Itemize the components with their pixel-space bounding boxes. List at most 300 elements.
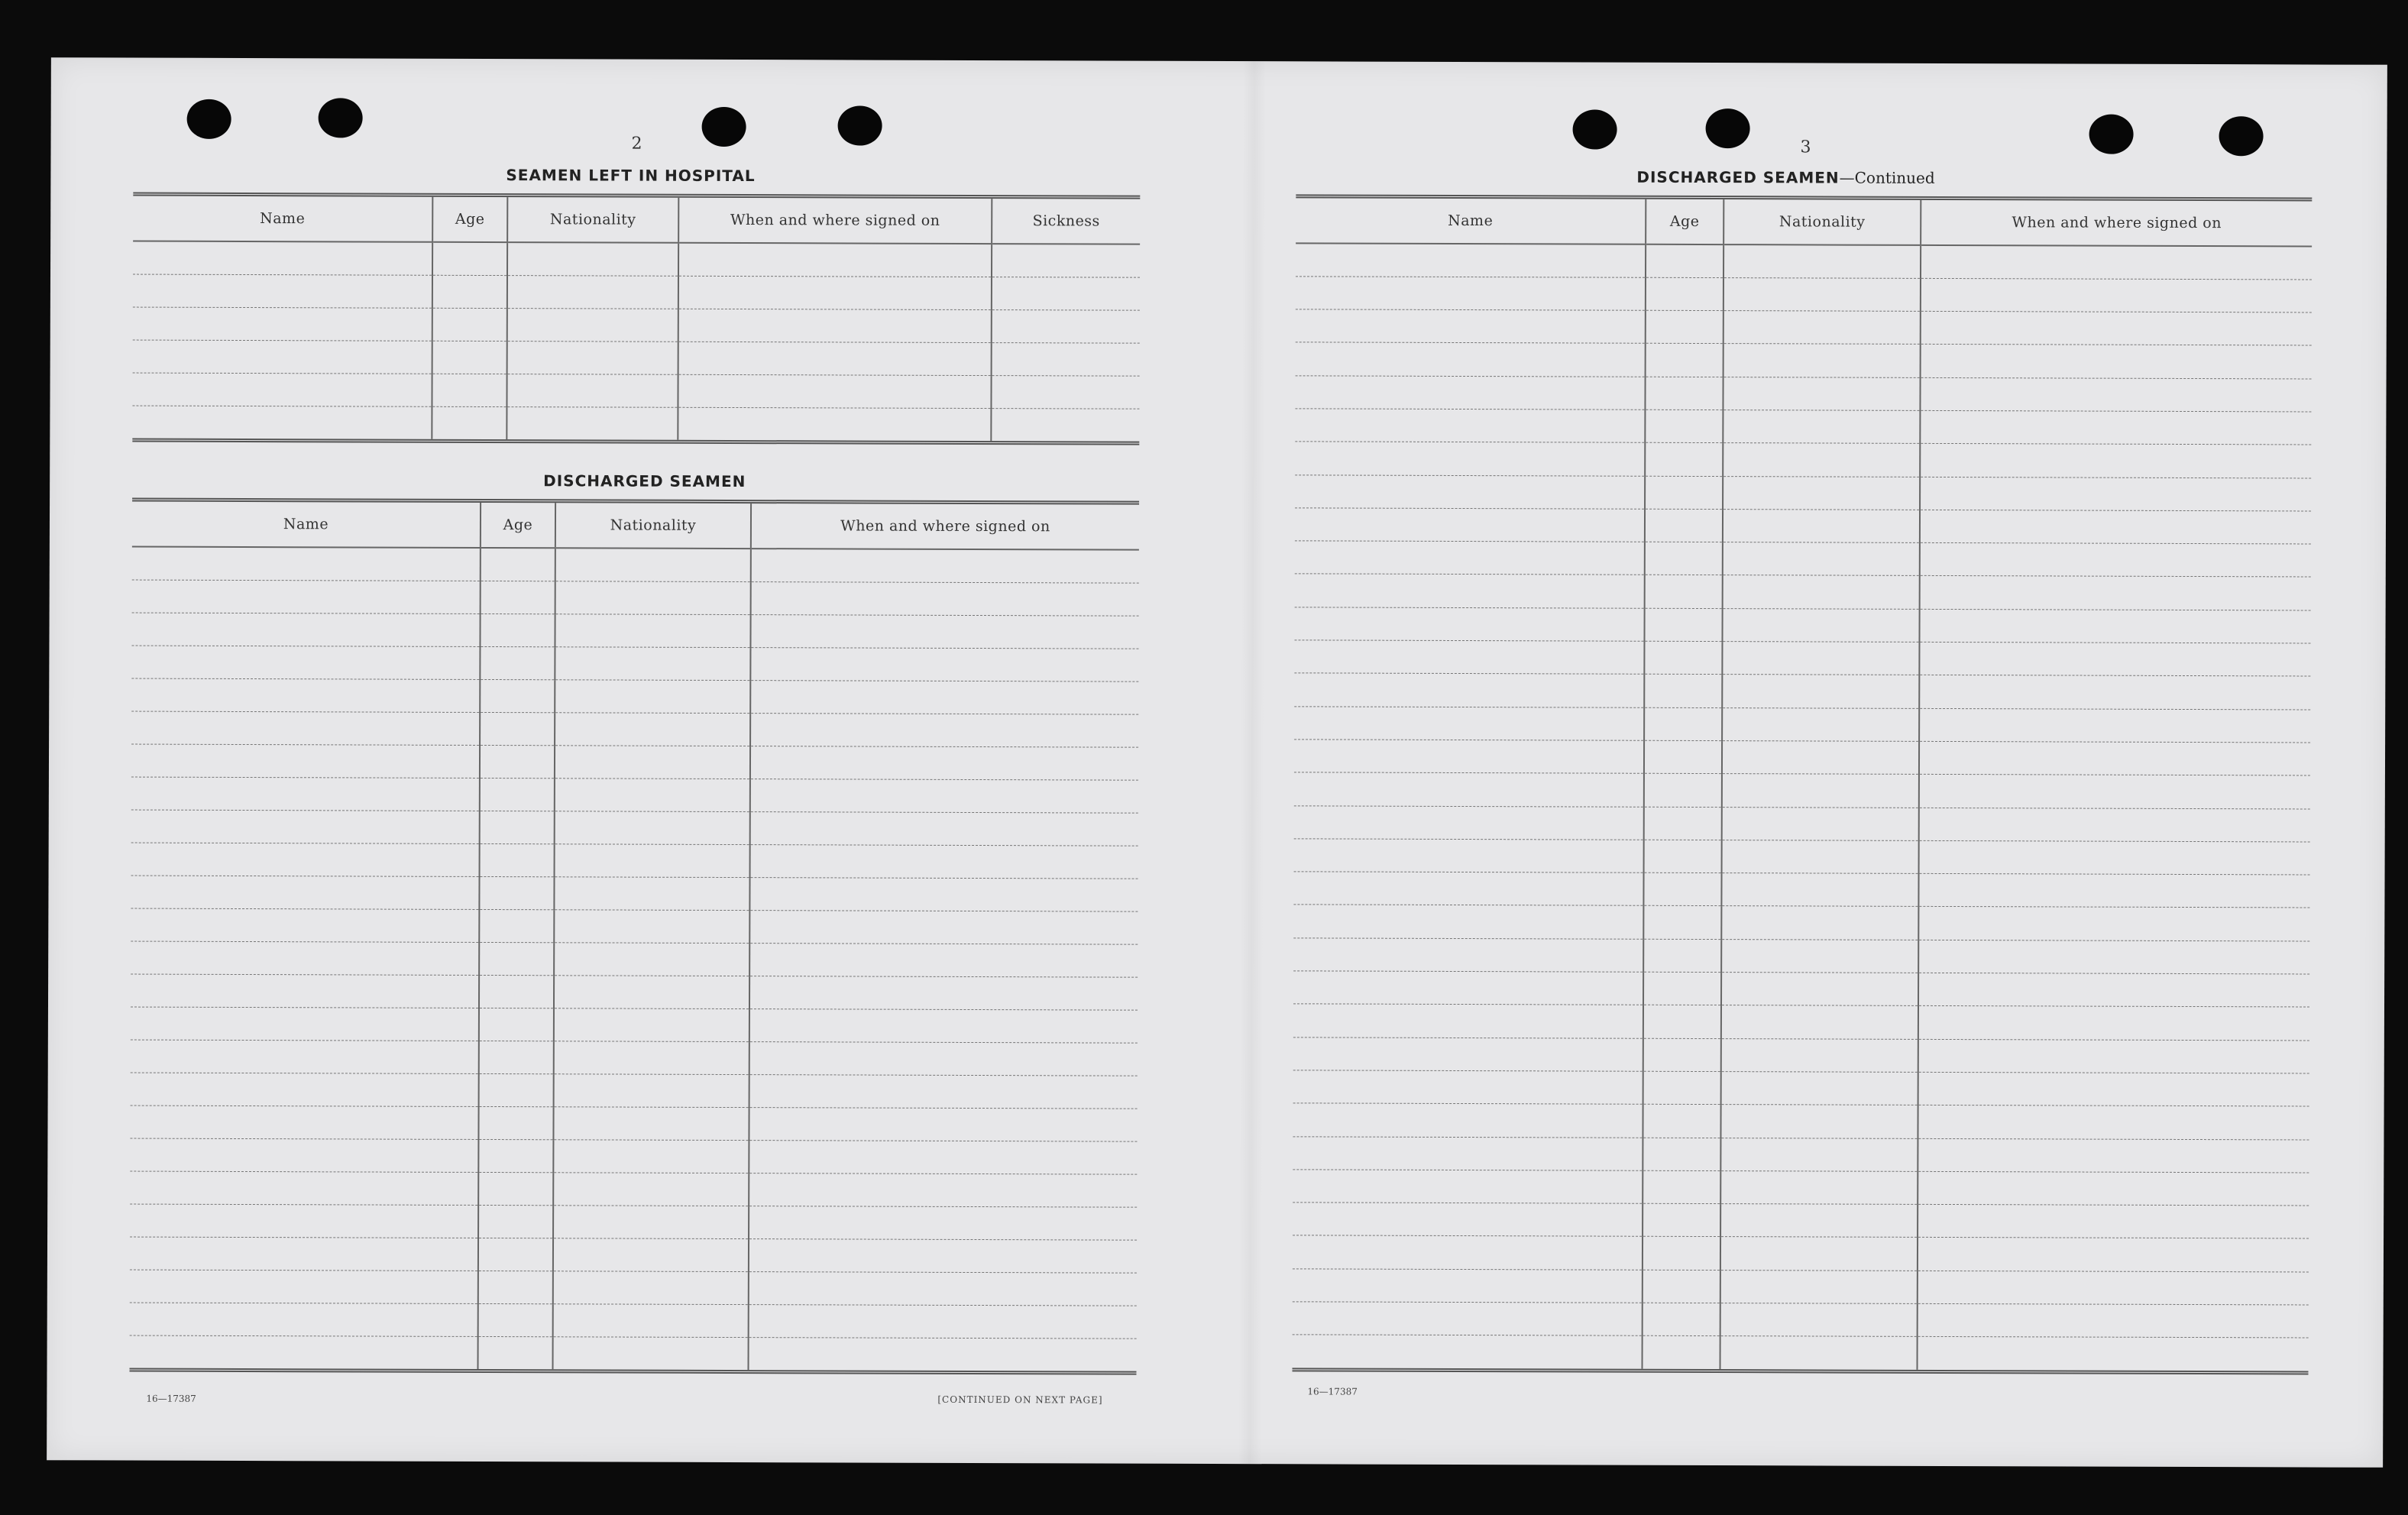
blank-entry-row <box>1295 541 2311 577</box>
blank-entry-cell <box>131 777 480 811</box>
blank-entry-row <box>1293 1302 2309 1338</box>
blank-entry-cell <box>432 406 507 439</box>
blank-entry-cell <box>1919 609 2310 643</box>
blank-entry-cell <box>132 547 481 581</box>
blank-entry-row <box>131 843 1138 879</box>
blank-entry-cell <box>751 549 1139 583</box>
blank-entry-cell <box>1294 673 1644 707</box>
blank-entry-cell <box>131 678 480 712</box>
blank-entry-row <box>130 1204 1137 1240</box>
blank-entry-cell <box>131 1007 479 1041</box>
blank-entry-cell <box>1721 873 1918 907</box>
column-header-name: Name <box>132 502 481 548</box>
blank-entry-row <box>1296 309 2312 345</box>
blank-entry-cell <box>1722 840 1919 873</box>
blank-entry-cell <box>432 275 507 308</box>
blank-entry-cell <box>1918 1303 2309 1338</box>
blank-entry-cell <box>131 876 479 909</box>
blank-entry-cell <box>554 975 749 1008</box>
blank-entry-row <box>1293 1103 2309 1139</box>
blank-entry-cell <box>130 1335 478 1369</box>
blank-entry-row <box>131 613 1138 649</box>
blank-entry-cell <box>1920 543 2311 578</box>
blank-entry-cell <box>1723 608 1920 642</box>
blank-entry-cell <box>750 811 1138 846</box>
blank-entry-cell <box>1920 510 2311 544</box>
blank-entry-cell <box>1643 1038 1721 1072</box>
blank-entry-cell <box>1295 574 1645 608</box>
blank-entry-cell <box>1644 740 1722 774</box>
blank-entry-cell <box>432 374 507 406</box>
blank-entry-row <box>130 1105 1137 1141</box>
blank-entry-cell <box>1643 1203 1720 1237</box>
blank-entry-cell <box>1920 444 2311 478</box>
blank-entry-cell <box>1293 1335 1643 1369</box>
blank-entry-cell <box>1293 1269 1643 1303</box>
discharged-table-body <box>130 547 1139 1371</box>
blank-entry-cell <box>1723 410 1920 444</box>
blank-entry-cell <box>555 581 751 614</box>
blank-entry-cell <box>478 1106 553 1139</box>
blank-entry-cell <box>478 1205 553 1238</box>
blank-entry-cell <box>750 680 1138 714</box>
blank-entry-cell <box>1643 1170 1720 1204</box>
blank-entry-cell <box>1293 1004 1643 1038</box>
blank-entry-cell <box>131 843 480 876</box>
blank-entry-row <box>131 941 1138 977</box>
blank-entry-row <box>1293 1235 2309 1271</box>
blank-entry-cell <box>1723 244 1921 278</box>
blank-entry-cell <box>1722 774 1919 808</box>
blank-entry-cell <box>1295 474 1645 509</box>
blank-entry-row <box>131 908 1138 944</box>
blank-entry-cell <box>1918 940 2309 974</box>
blank-entry-cell <box>1721 1071 1918 1105</box>
blank-entry-cell <box>1721 1038 1918 1072</box>
blank-entry-cell <box>1643 972 1721 1005</box>
blank-entry-cell <box>1645 575 1723 609</box>
blank-entry-cell <box>1646 310 1723 344</box>
blank-entry-cell <box>750 844 1138 879</box>
blank-entry-cell <box>1294 839 1644 873</box>
blank-entry-cell <box>751 581 1139 616</box>
blank-entry-row <box>1295 409 2311 445</box>
blank-entry-row <box>132 373 1139 409</box>
blank-entry-cell <box>131 711 480 745</box>
blank-entry-cell <box>1643 1104 1720 1138</box>
blank-entry-cell <box>553 1139 749 1173</box>
blank-entry-cell <box>1296 243 1646 277</box>
blank-entry-cell <box>749 910 1138 944</box>
blank-entry-cell <box>749 1238 1137 1273</box>
blank-entry-cell <box>750 779 1138 813</box>
blank-entry-cell <box>1920 410 2311 445</box>
blank-entry-cell <box>1722 741 1919 775</box>
blank-entry-cell <box>992 277 1140 310</box>
blank-entry-cell <box>1645 476 1723 510</box>
blank-entry-cell <box>507 275 678 309</box>
blank-entry-cell <box>130 1270 478 1303</box>
blank-entry-cell <box>1293 1037 1643 1071</box>
column-header-age: Age <box>1646 199 1723 244</box>
blank-entry-row <box>1294 706 2310 742</box>
blank-entry-row <box>131 1073 1138 1109</box>
blank-entry-row <box>131 810 1138 846</box>
blank-entry-cell <box>480 843 555 876</box>
blank-entry-cell <box>1723 509 1920 542</box>
blank-entry-cell <box>1723 443 1920 477</box>
blank-entry-cell <box>553 1172 749 1206</box>
blank-entry-cell <box>1643 1005 1721 1039</box>
blank-entry-cell <box>432 308 507 341</box>
blank-entry-cell <box>479 975 554 1008</box>
blank-entry-cell <box>1645 509 1723 542</box>
document-sheet <box>47 57 2387 1468</box>
blank-entry-cell <box>1722 807 1919 840</box>
blank-entry-cell <box>133 241 432 275</box>
blank-entry-cell <box>678 374 991 408</box>
page-number-left: 2 <box>631 134 642 154</box>
blank-entry-cell <box>131 810 480 843</box>
blank-entry-row <box>132 406 1139 442</box>
binder-hole <box>838 105 882 145</box>
column-header-nationality: Nationality <box>1723 199 1921 245</box>
blank-entry-cell <box>1918 973 2309 1007</box>
blank-entry-cell <box>553 1336 749 1370</box>
blank-entry-row <box>1296 342 2312 378</box>
continued-note: [CONTINUED ON NEXT PAGE] <box>937 1394 1103 1406</box>
blank-entry-cell <box>555 745 750 779</box>
blank-entry-cell <box>1918 1039 2309 1073</box>
blank-entry-cell <box>750 746 1138 780</box>
blank-entry-cell <box>992 309 1140 343</box>
blank-entry-cell <box>553 1205 749 1238</box>
discharged-continued-title-text: DISCHARGED SEAMEN <box>1636 167 1840 187</box>
blank-entry-cell <box>1723 476 1920 510</box>
blank-entry-row <box>133 241 1140 277</box>
blank-entry-cell <box>1723 277 1921 311</box>
blank-entry-cell <box>130 1303 478 1336</box>
hospital-section-title: SEAMEN LEFT IN HOSPITAL <box>506 166 756 186</box>
blank-entry-cell <box>479 876 554 909</box>
blank-entry-cell <box>130 1105 478 1139</box>
blank-entry-cell <box>1919 642 2310 676</box>
blank-entry-cell <box>1294 772 1644 807</box>
blank-entry-cell <box>554 1073 749 1107</box>
blank-entry-cell <box>1720 1105 1918 1138</box>
blank-entry-row <box>130 1303 1137 1339</box>
blank-entry-cell <box>131 744 480 778</box>
blank-entry-cell <box>1646 244 1723 278</box>
blank-entry-cell <box>479 942 554 975</box>
blank-entry-cell <box>1918 1171 2309 1206</box>
blank-entry-cell <box>432 242 507 275</box>
blank-entry-cell <box>480 679 555 712</box>
blank-entry-cell <box>130 1138 478 1172</box>
blank-entry-row <box>1293 1136 2309 1172</box>
blank-entry-cell <box>130 1204 478 1238</box>
discharged-continued-table <box>1292 194 2312 1374</box>
blank-entry-cell <box>479 909 554 942</box>
blank-entry-row <box>131 777 1138 813</box>
blank-entry-cell <box>507 341 678 374</box>
blank-entry-cell <box>554 1041 749 1074</box>
blank-entry-row <box>1294 673 2310 709</box>
blank-entry-cell <box>1296 277 1646 311</box>
blank-entry-cell <box>131 646 480 679</box>
blank-entry-cell <box>479 1073 554 1106</box>
form-number-left: 16—17387 <box>146 1393 196 1404</box>
blank-entry-cell <box>131 613 480 646</box>
page-number-right: 3 <box>1800 138 1811 157</box>
blank-entry-cell <box>750 713 1138 747</box>
blank-entry-row <box>1295 607 2311 643</box>
blank-entry-row <box>1295 442 2311 477</box>
blank-entry-row <box>1293 1037 2309 1073</box>
blank-entry-cell <box>678 276 992 309</box>
blank-entry-cell <box>1293 938 1643 973</box>
blank-entry-row <box>133 340 1140 376</box>
blank-entry-cell <box>750 614 1138 649</box>
column-header-age: Age <box>432 197 507 242</box>
binder-hole <box>2089 115 2134 154</box>
blank-entry-row <box>130 1237 1137 1273</box>
blank-entry-cell <box>749 1041 1138 1076</box>
blank-entry-cell <box>1721 973 1918 1006</box>
blank-entry-cell <box>133 307 432 341</box>
blank-entry-cell <box>749 1008 1138 1043</box>
discharged-section-title: DISCHARGED SEAMEN <box>543 471 746 491</box>
blank-entry-row <box>1294 640 2310 676</box>
blank-entry-cell <box>1645 410 1723 443</box>
blank-entry-cell <box>748 1337 1136 1371</box>
blank-entry-cell <box>1296 309 1646 344</box>
blank-entry-row <box>131 1040 1138 1076</box>
blank-entry-cell <box>131 1040 479 1073</box>
blank-entry-cell <box>132 406 432 439</box>
blank-entry-cell <box>1720 1237 1918 1271</box>
blank-entry-cell <box>555 778 750 811</box>
column-header-nationality: Nationality <box>507 197 678 243</box>
blank-entry-cell <box>1643 1303 1720 1336</box>
blank-entry-cell <box>1643 872 1721 906</box>
blank-entry-cell <box>1293 1170 1643 1204</box>
blank-entry-row <box>1296 243 2312 279</box>
blank-entry-cell <box>1918 1238 2309 1272</box>
blank-entry-cell <box>478 1172 553 1205</box>
blank-entry-cell <box>1722 642 1919 675</box>
blank-entry-cell <box>481 548 555 581</box>
blank-entry-cell <box>1723 575 1920 609</box>
blank-entry-cell <box>132 373 432 406</box>
discharged-continued-table-body <box>1293 243 2313 1371</box>
blank-entry-cell <box>1646 277 1723 311</box>
blank-entry-cell <box>1293 1203 1643 1237</box>
blank-entry-cell <box>1645 542 1723 575</box>
column-header-nationality: Nationality <box>555 503 751 549</box>
blank-entry-cell <box>678 243 992 277</box>
binder-hole <box>319 98 363 138</box>
blank-entry-cell <box>1920 377 2311 412</box>
blank-entry-cell <box>678 342 992 375</box>
blank-entry-cell <box>1293 905 1643 939</box>
center-fold <box>1238 61 1266 1464</box>
column-header-age: Age <box>481 503 555 548</box>
blank-entry-cell <box>991 408 1139 442</box>
blank-entry-cell <box>131 908 479 942</box>
blank-entry-cell <box>1293 971 1643 1005</box>
continued-suffix: —Continued <box>1839 168 1935 187</box>
blank-entry-row <box>131 974 1138 1010</box>
blank-entry-cell <box>749 1074 1138 1109</box>
blank-entry-cell <box>1919 741 2310 775</box>
blank-entry-cell <box>1643 1336 1720 1370</box>
blank-entry-cell <box>1644 641 1722 675</box>
blank-entry-row <box>1295 574 2311 610</box>
blank-entry-row <box>130 1138 1137 1174</box>
blank-entry-cell <box>749 1304 1137 1339</box>
blank-entry-cell <box>554 909 749 943</box>
blank-entry-cell <box>1918 1204 2309 1238</box>
blank-entry-cell <box>1918 1105 2309 1140</box>
blank-entry-row <box>1293 1004 2309 1040</box>
blank-entry-cell <box>1919 808 2310 842</box>
blank-entry-cell <box>1295 607 1645 642</box>
blank-entry-cell <box>478 1271 553 1303</box>
column-header-name: Name <box>1296 198 1646 244</box>
blank-entry-cell <box>480 646 555 679</box>
blank-entry-cell <box>555 646 750 680</box>
blank-entry-cell <box>132 580 481 613</box>
blank-entry-row <box>1293 1203 2309 1238</box>
blank-entry-cell <box>1644 707 1722 741</box>
blank-entry-cell <box>1919 775 2310 809</box>
blank-entry-row <box>131 711 1138 747</box>
blank-entry-cell <box>749 877 1138 911</box>
blank-entry-cell <box>507 374 678 407</box>
blank-entry-cell <box>1918 907 2309 941</box>
blank-entry-cell <box>1720 1138 1918 1171</box>
blank-entry-cell <box>480 811 555 843</box>
blank-entry-cell <box>749 943 1138 977</box>
blank-entry-cell <box>1294 805 1644 840</box>
blank-entry-row <box>1293 872 2309 908</box>
blank-entry-cell <box>1646 344 1723 377</box>
blank-entry-cell <box>554 876 749 910</box>
column-header-name: Name <box>133 196 432 242</box>
blank-entry-cell <box>555 843 750 877</box>
blank-entry-cell <box>1293 872 1643 906</box>
blank-entry-cell <box>1643 939 1721 973</box>
blank-entry-cell <box>678 309 992 342</box>
blank-entry-cell <box>1295 376 1645 410</box>
blank-entry-cell <box>1295 508 1645 542</box>
blank-entry-cell <box>1295 541 1645 575</box>
blank-entry-cell <box>749 1206 1137 1240</box>
blank-entry-cell <box>554 1008 749 1041</box>
blank-entry-cell <box>1644 807 1722 840</box>
blank-entry-cell <box>749 1107 1137 1141</box>
blank-entry-cell <box>553 1106 749 1140</box>
hospital-table-body <box>132 241 1140 442</box>
form-number-right: 16—17387 <box>1307 1386 1358 1397</box>
blank-entry-cell <box>1644 675 1722 708</box>
blank-entry-row <box>131 678 1138 714</box>
blank-entry-cell <box>749 1140 1137 1174</box>
blank-entry-row <box>1293 1269 2309 1305</box>
blank-entry-cell <box>1919 708 2310 743</box>
blank-entry-cell <box>1720 1170 1918 1204</box>
blank-entry-cell <box>555 679 750 713</box>
blank-entry-row <box>130 1335 1137 1371</box>
blank-entry-cell <box>478 1303 553 1336</box>
blank-entry-cell <box>1921 311 2312 345</box>
binder-hole <box>702 107 746 147</box>
blank-entry-cell <box>480 712 555 745</box>
blank-entry-cell <box>1643 1138 1720 1171</box>
blank-entry-row <box>132 547 1139 583</box>
blank-entry-cell <box>553 1271 749 1304</box>
blank-entry-cell <box>478 1139 553 1172</box>
blank-entry-cell <box>1921 245 2312 280</box>
blank-entry-cell <box>1295 409 1645 443</box>
blank-entry-cell <box>1918 1271 2309 1305</box>
blank-entry-row <box>1293 1070 2309 1106</box>
blank-entry-cell <box>131 941 479 975</box>
blank-entry-row <box>1294 772 2310 808</box>
blank-entry-cell <box>1723 344 1921 377</box>
blank-entry-cell <box>553 1238 749 1271</box>
blank-entry-cell <box>1293 1302 1643 1336</box>
blank-entry-cell <box>1723 542 1920 576</box>
blank-entry-cell <box>479 1041 554 1073</box>
blank-entry-cell <box>1294 706 1644 740</box>
blank-entry-cell <box>432 341 507 374</box>
blank-entry-row <box>131 1007 1138 1043</box>
blank-entry-cell <box>555 712 750 746</box>
blank-entry-cell <box>1722 675 1919 708</box>
blank-entry-row <box>1294 839 2310 875</box>
blank-entry-row <box>1295 508 2311 544</box>
blank-entry-row <box>1293 1335 2309 1371</box>
blank-entry-cell <box>1293 1070 1643 1105</box>
blank-entry-cell <box>555 548 751 581</box>
blank-entry-row <box>133 307 1140 343</box>
blank-entry-row <box>130 1171 1137 1207</box>
blank-entry-cell <box>1920 477 2311 511</box>
blank-entry-cell <box>1919 840 2310 875</box>
discharged-continued-title <box>1636 168 1934 187</box>
blank-entry-cell <box>1294 640 1644 675</box>
blank-entry-cell <box>478 1238 553 1271</box>
blank-entry-row <box>131 876 1138 911</box>
blank-entry-cell <box>507 406 678 440</box>
blank-entry-cell <box>1921 345 2312 379</box>
blank-entry-cell <box>133 340 432 374</box>
blank-entry-cell <box>1721 1005 1918 1039</box>
blank-entry-row <box>1294 805 2310 841</box>
binder-hole <box>187 99 231 139</box>
blank-entry-cell <box>1918 1072 2309 1106</box>
blank-entry-cell <box>1722 707 1919 741</box>
blank-entry-row <box>1293 971 2309 1007</box>
blank-entry-row <box>1295 474 2311 510</box>
blank-entry-cell <box>1720 1204 1918 1238</box>
blank-entry-cell <box>678 407 991 441</box>
blank-entry-cell <box>480 613 555 646</box>
blank-entry-cell <box>1921 278 2312 312</box>
blank-entry-cell <box>1723 377 1920 410</box>
